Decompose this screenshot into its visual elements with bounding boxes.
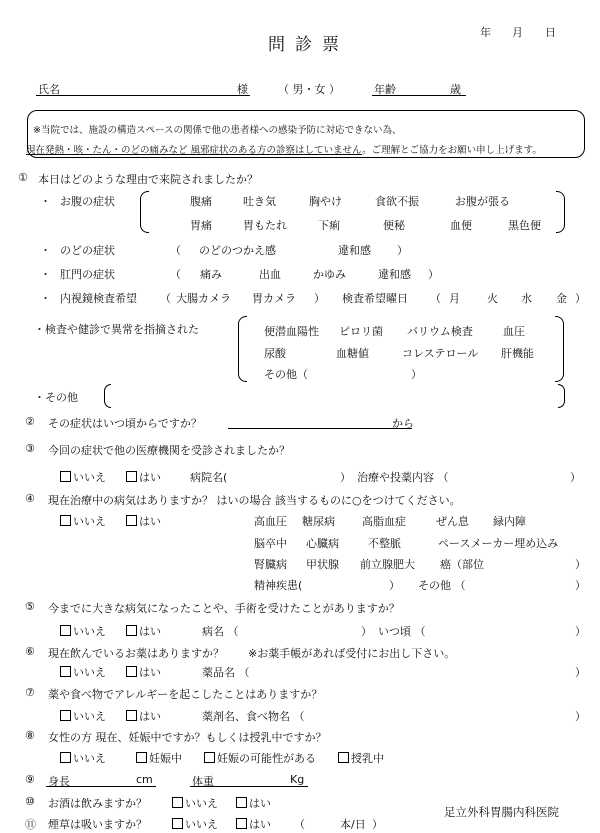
abdomen-option[interactable]: 食欲不振 (375, 195, 419, 208)
q3-text: 今回の症状で他の医療機関を受診されましたか？ (48, 444, 290, 457)
checkbox-icon (60, 625, 71, 636)
checkbox-icon (126, 710, 137, 721)
q11-yes-checkbox[interactable] (236, 816, 271, 832)
checkbox-icon (204, 752, 215, 763)
q5-when-label: いつ頃 （ (378, 625, 426, 638)
checkup-option[interactable]: コレステロール (402, 347, 479, 360)
q9-number: ⑨ (25, 773, 35, 786)
q4-yes-checkbox[interactable] (126, 513, 161, 529)
q7-yes-checkbox[interactable] (126, 708, 161, 724)
checkup-label: ・検査や健診で異常を指摘された (34, 323, 199, 336)
q3-number: ③ (25, 442, 35, 455)
q10-number: ⑩ (25, 795, 35, 808)
q6-no-label: いいえ (73, 666, 106, 679)
height-field[interactable] (46, 786, 156, 787)
paren-close: ） (575, 666, 586, 679)
paren-close: ） (575, 710, 586, 723)
q1-text: 本日はどのような理由で来院されましたか？ (38, 173, 258, 186)
page-title: 問診票 (268, 35, 349, 55)
checkbox-icon (126, 666, 137, 677)
weight-unit: Kg (290, 773, 305, 786)
condition-option[interactable]: 高血圧 (254, 515, 287, 528)
other-brace-right (558, 384, 565, 408)
paren-close: ） (361, 625, 372, 638)
q2-suffix: から (392, 417, 414, 430)
paren-close: ） (340, 471, 351, 484)
paren-close: ） (575, 558, 586, 571)
checkup-option[interactable]: 血糖値 (336, 347, 369, 360)
q11-no-label: いいえ (185, 818, 218, 831)
abdomen-brace-right (556, 191, 565, 233)
q4-yes-label: はい (139, 515, 161, 528)
checkbox-icon (338, 752, 349, 763)
q6-yes-label: はい (139, 666, 161, 679)
anus-label: 肛門の症状 (60, 268, 115, 281)
other-symptom-field[interactable] (114, 384, 554, 406)
q8-text: 女性の方 現在、妊娠中ですか？もしくは授乳中ですか？ (48, 731, 327, 744)
checkbox-icon (60, 710, 71, 721)
weight-field[interactable] (190, 786, 308, 787)
abdomen-brace-left (140, 191, 149, 233)
day-option[interactable]: 火 (487, 292, 498, 305)
condition-option[interactable]: 前立腺肥大 (360, 558, 415, 571)
condition-option[interactable]: 高脂血症 (362, 515, 406, 528)
q10-text: お酒は飲みますか？ (48, 797, 147, 810)
checkup-option[interactable]: バリウム検査 (407, 325, 473, 338)
q3-yes-label: はい (139, 471, 161, 484)
bullet: ・ (40, 195, 51, 208)
abdomen-option[interactable]: 胃痛 (190, 219, 212, 232)
notice-rest-text: 。ご理解とご協力をお願い申し上げます。 (362, 145, 542, 156)
name-field[interactable] (36, 95, 250, 96)
paren-close: ） (575, 579, 586, 592)
throat-option[interactable]: 違和感 (338, 244, 371, 257)
q5-no-checkbox[interactable] (60, 623, 106, 639)
endoscopy-option[interactable]: 胃カメラ (252, 292, 296, 305)
abdomen-option[interactable]: 便秘 (383, 219, 405, 232)
q2-answer-field[interactable] (228, 428, 412, 429)
q8-option-label: 授乳中 (351, 752, 384, 765)
bullet: ・ (40, 244, 51, 257)
checkup-option[interactable]: 便潜血陽性 (264, 325, 319, 338)
q7-yes-label: はい (139, 710, 161, 723)
q10-yes-label: はい (249, 797, 271, 810)
paren-close: ） (372, 818, 383, 831)
condition-option[interactable]: 緑内障 (493, 515, 526, 528)
sex-options[interactable]: （ 男・女 ） (278, 83, 340, 96)
bullet: ・ (40, 292, 51, 305)
abdomen-option[interactable]: お腹が張る (455, 195, 510, 208)
checkup-option[interactable]: 血圧 (503, 325, 525, 338)
q8-option-checkbox[interactable] (136, 750, 182, 766)
day-option[interactable]: 月 (449, 292, 460, 305)
checkbox-icon (60, 515, 71, 526)
checkbox-icon (126, 471, 137, 482)
condition-option[interactable]: 甲状腺 (306, 558, 339, 571)
age-unit: 歳 (450, 83, 461, 96)
checkup-brace-right (555, 316, 564, 382)
q7-no-checkbox[interactable] (60, 708, 106, 724)
checkup-other-label: その他（ (264, 368, 308, 381)
q11-per-day: 本/日 (340, 818, 366, 831)
abdomen-option[interactable]: 腹痛 (190, 195, 212, 208)
bullet: ・ (40, 268, 51, 281)
condition-option[interactable]: 腎臓病 (254, 558, 287, 571)
q7-number: ⑦ (25, 686, 35, 699)
checkbox-icon (136, 752, 147, 763)
paren-open: （ (170, 268, 181, 281)
abdomen-option[interactable]: 胃もたれ (243, 219, 287, 232)
q3-hospital-label: 病院名( (190, 471, 228, 484)
abdomen-label: お腹の症状 (60, 195, 115, 208)
other-brace-left (104, 384, 111, 408)
q5-number: ⑤ (25, 600, 35, 613)
paren-open: （ (160, 292, 171, 305)
q4-number: ④ (25, 492, 35, 505)
other-label: ・その他 (34, 391, 78, 404)
notice-line2 (26, 142, 542, 156)
q5-disease-label: 病名 （ (202, 625, 239, 638)
q11-number: ⑪ (25, 818, 36, 831)
q3-treatment-label: 治療や投薬内容 （ (357, 471, 449, 484)
q8-option-label: 妊娠中 (149, 752, 182, 765)
honorific-label: 様 (237, 83, 248, 96)
abdomen-option[interactable]: 胸やけ (309, 195, 342, 208)
q6-yes-checkbox[interactable] (126, 664, 161, 680)
q8-option-label: 妊娠の可能性がある (217, 752, 316, 765)
q8-option-checkbox[interactable] (204, 750, 316, 766)
condition-option[interactable]: 癌（部位 (440, 558, 484, 571)
paren-open: （ (294, 818, 305, 831)
date-day-label: 日 (545, 26, 556, 39)
anus-option[interactable]: かゆみ (313, 268, 346, 281)
anus-option[interactable]: 出血 (259, 268, 281, 281)
q11-yes-label: はい (249, 818, 271, 831)
checkbox-icon (126, 625, 137, 636)
height-label: 身長 (48, 775, 70, 788)
checkbox-icon (60, 752, 71, 763)
name-label: 氏名 (38, 83, 60, 96)
q10-no-label: いいえ (185, 797, 218, 810)
q8-option-checkbox[interactable] (60, 750, 106, 766)
condition-option[interactable]: 脳卒中 (254, 537, 287, 550)
checkbox-icon (60, 666, 71, 677)
checkbox-icon (236, 818, 247, 829)
q4-other-label[interactable]: その他 （ (418, 579, 466, 592)
age-label: 年齢 (374, 83, 396, 96)
q8-option-label: いいえ (73, 752, 106, 765)
psych-label[interactable]: 精神疾患( (254, 579, 303, 592)
q6-number: ⑥ (25, 645, 35, 658)
abdomen-option[interactable]: 下痢 (318, 219, 340, 232)
q10-no-checkbox[interactable] (172, 795, 218, 811)
checkbox-icon (60, 471, 71, 482)
clinic-name: 足立外科胃腸内科医院 (444, 805, 559, 819)
throat-option[interactable]: のどのつかえ感 (199, 244, 276, 257)
q6-drug-label: 薬品名 （ (202, 666, 250, 679)
notice-line1: ※当院では、施設の構造スペースの関係で他の患者様への感染予防に対応できない為、 (33, 125, 402, 136)
condition-option[interactable]: 糖尿病 (302, 515, 335, 528)
checkbox-icon (236, 797, 247, 808)
checkbox-icon (172, 818, 183, 829)
checkup-option[interactable]: 尿酸 (264, 347, 286, 360)
condition-option[interactable]: ぜん息 (436, 515, 469, 528)
anus-option[interactable]: 違和感 (378, 268, 411, 281)
q5-yes-checkbox[interactable] (126, 623, 161, 639)
day-option[interactable]: 水 (521, 292, 532, 305)
q7-item-label: 薬剤名、食べ物名 （ (202, 710, 305, 723)
condition-option[interactable]: 心臓病 (306, 537, 339, 550)
height-unit: cm (136, 773, 153, 786)
endoscopy-option[interactable]: 大腸カメラ (176, 292, 231, 305)
q3-yes-checkbox[interactable] (126, 469, 161, 485)
q10-yes-checkbox[interactable] (236, 795, 271, 811)
abdomen-option[interactable]: 黒色便 (508, 219, 541, 232)
q6-no-checkbox[interactable] (60, 664, 106, 680)
q3-no-checkbox[interactable] (60, 469, 106, 485)
day-label: 検査希望曜日 (342, 292, 408, 305)
paren-close: ） (411, 368, 422, 381)
checkbox-icon (126, 515, 137, 526)
q5-yes-label: はい (139, 625, 161, 638)
paren-close: ） (314, 292, 325, 305)
paren-open: （ (430, 292, 441, 305)
notice-underlined-text: 現在発熱・咳・たん・のどの痛みなど 風邪症状のある方の診察はしていません (26, 145, 363, 156)
paren-close: ） (389, 579, 400, 592)
q6-note: ※お薬手帳があれば受付にお出し下さい。 (248, 647, 456, 660)
q2-text: その症状はいつ頃からですか？ (48, 417, 202, 430)
condition-option[interactable]: 不整脈 (368, 537, 401, 550)
q7-no-label: いいえ (73, 710, 106, 723)
paren-close: ） (397, 244, 408, 257)
paren-close: ） (428, 268, 439, 281)
q8-number: ⑧ (25, 729, 35, 742)
q11-no-checkbox[interactable] (172, 816, 218, 832)
checkup-option[interactable]: ピロリ菌 (339, 325, 383, 338)
q7-text: 薬や食べ物でアレルギーを起こしたことはありますか？ (48, 688, 323, 701)
abdomen-option[interactable]: 血便 (450, 219, 472, 232)
date-year-label: 年 (480, 26, 491, 39)
paren-open: （ (170, 244, 181, 257)
condition-option[interactable]: ペースメーカー埋め込み (438, 537, 559, 550)
q2-number: ② (25, 415, 35, 428)
throat-label: のどの症状 (60, 244, 115, 257)
abdomen-option[interactable]: 吐き気 (243, 195, 276, 208)
anus-option[interactable]: 痛み (200, 268, 222, 281)
checkup-option[interactable]: 肝機能 (501, 347, 534, 360)
q11-text: 煙草は吸いますか？ (48, 818, 147, 831)
q3-no-label: いいえ (73, 471, 106, 484)
weight-label: 体重 (192, 775, 214, 788)
q8-option-checkbox[interactable] (338, 750, 384, 766)
paren-close: ） (570, 471, 581, 484)
q4-no-checkbox[interactable] (60, 513, 106, 529)
q1-number: ① (18, 171, 28, 184)
day-option[interactable]: 金 (556, 292, 567, 305)
checkbox-icon (172, 797, 183, 808)
paren-close: ） (575, 292, 586, 305)
paren-close: ） (575, 625, 586, 638)
q6-text: 現在飲んでいるお薬はありますか？ (48, 647, 224, 660)
q4-no-label: いいえ (73, 515, 106, 528)
date-month-label: 月 (512, 26, 523, 39)
q4-text: 現在治療中の病気はありますか？ はいの場合 該当するものに○をつけてください。 (48, 494, 461, 507)
q5-no-label: いいえ (73, 625, 106, 638)
q5-text: 今までに大きな病気になったことや、手術を受けたことがありますか？ (48, 602, 400, 615)
endoscopy-label: 内視鏡検査希望 (60, 292, 137, 305)
checkup-brace-left (238, 316, 247, 382)
